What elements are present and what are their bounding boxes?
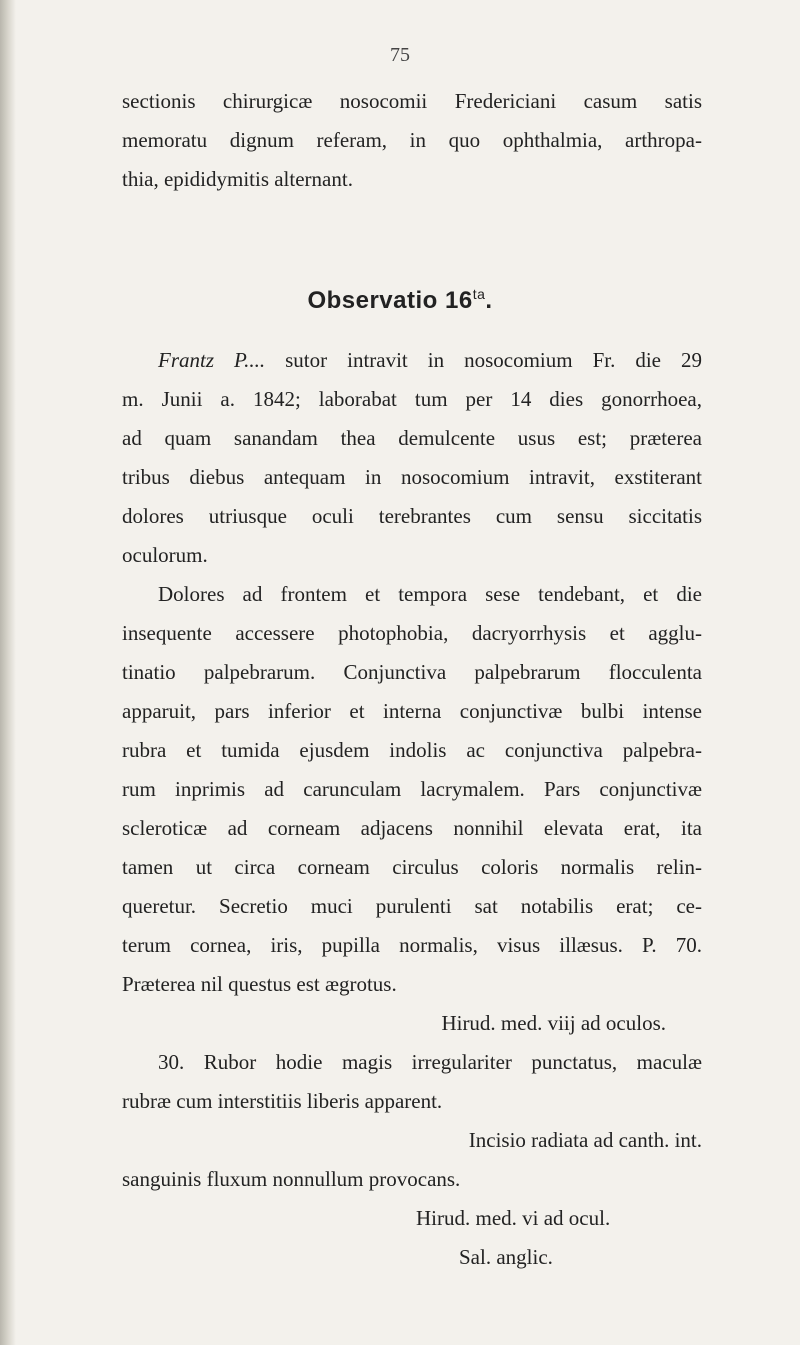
page-number: 75 <box>390 44 410 66</box>
text-line: m. Junii a. 1842; laborabat tum per 14 dies gonorrhoea, <box>122 387 702 411</box>
text-line: rum inprimis ad carunculam lacrymalem. Pars conjunctivæ <box>122 777 702 801</box>
text-line: terum cornea, iris, pupilla normalis, visus illæsus. P. 70. <box>122 933 702 957</box>
patient-name: Frantz P.... <box>158 348 266 372</box>
section-heading <box>0 286 800 315</box>
text-line: Hirud. med. vi ad ocul. <box>416 1206 611 1230</box>
text-line: scleroticæ ad corneam adjacens nonnihil elevata erat, ita <box>122 816 702 840</box>
blood-line <box>122 1160 702 1199</box>
text-line: Dolores ad frontem et tempora sese tendebant, et die <box>158 582 702 606</box>
text-line: tribus diebus antequam in nosocomium intravit, exstiterant <box>122 465 702 489</box>
text-line: 30. Rubor hodie magis irregulariter punctatus, maculæ <box>158 1050 702 1074</box>
text-line: memoratu dignum referam, in quo ophthalmia, arthropa- <box>122 128 702 152</box>
text-line: tamen ut circa corneam circulus coloris normalis relin- <box>122 855 702 879</box>
heading-period: . <box>485 287 493 314</box>
prescription-1 <box>122 1004 666 1043</box>
text-line: Hirud. med. viij ad oculos. <box>441 1011 666 1035</box>
text-line: Præterea nil questus est ægrotus. <box>122 972 397 996</box>
text-line: queretur. Secretio muci purulenti sat notabilis erat; ce- <box>122 894 702 918</box>
text-line-rest: sutor intravit in nosocomium Fr. die 29 <box>285 348 702 372</box>
page-edge-shadow <box>0 0 16 1345</box>
prescription-3 <box>459 1238 709 1277</box>
prescription-2 <box>416 1199 716 1238</box>
text-line: Incisio radiata ad canth. int. <box>468 1128 702 1152</box>
incision-line <box>122 1121 702 1160</box>
heading-text: Observatio 16 <box>307 287 473 314</box>
text-line: rubra et tumida ejusdem indolis ac conjunctiva palpebra- <box>122 738 702 762</box>
text-line: dolores utriusque oculi terebrantes cum sensu siccitatis <box>122 504 702 528</box>
text-line: ad quam sanandam thea demulcente usus est; præterea <box>122 426 702 450</box>
text-line: sanguinis fluxum nonnullum provocans. <box>122 1167 461 1191</box>
text-line: insequente accessere photophobia, dacryorrhysis et agglu- <box>122 621 702 645</box>
text-line: Sal. anglic. <box>459 1245 553 1269</box>
symptoms-paragraph <box>122 575 702 1004</box>
heading-superscript: ta <box>472 286 486 302</box>
text-line: rubræ cum interstitiis liberis apparent. <box>122 1089 443 1113</box>
text-line <box>122 341 702 380</box>
text-line: oculorum. <box>122 543 208 567</box>
text-line: tinatio palpebrarum. Conjunctiva palpebrarum flocculenta <box>122 660 702 684</box>
day-30-paragraph <box>122 1043 702 1121</box>
text-line: thia, epididymitis alternant. <box>122 167 353 191</box>
text-line: sectionis chirurgicæ nosocomii Fredericiani casum satis <box>122 89 702 113</box>
case-paragraph <box>122 341 702 575</box>
intro-paragraph <box>122 82 702 199</box>
text-line: apparuit, pars inferior et interna conjunctivæ bulbi intense <box>122 699 702 723</box>
